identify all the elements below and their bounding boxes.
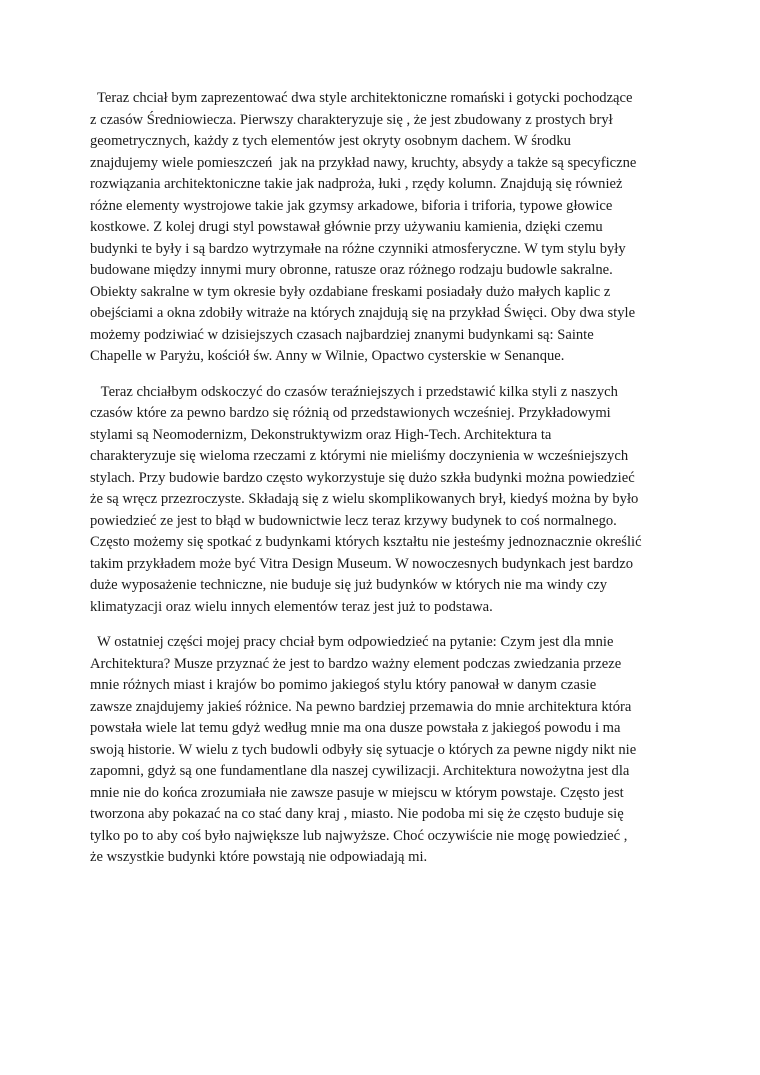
- text-line: budowane między innymi mury obronne, ratusze oraz różnego rodzaju budowle sakralne.: [90, 262, 613, 278]
- text-line: stylach. Przy budowie bardzo często wykorzystuje się dużo szkła budynki można powiedzieć: [90, 469, 635, 486]
- text-line: charakteryzuje się wieloma rzeczami z którymi nie mieliśmy doczynienia w wcześniejszych: [90, 448, 629, 464]
- text-line: różne elementy wystrojowe takie jak gzymsy arkadowe, biforia i triforia, typowe głowice: [90, 197, 613, 214]
- text-line: stylami są Neomodernizm, Dekonstruktywizm oraz High-Tech. Architektura ta: [90, 426, 552, 443]
- text-line: powiedzieć ze jest to błąd w budownictwie lecz teraz krzywy budynek to coś normalnego.: [90, 512, 617, 529]
- text-line: swoją historie. W wielu z tych budowli odbyły się sytuacje o których za pewne nigdy nikt nie: [90, 741, 637, 758]
- paragraph-modern-styles: [90, 382, 676, 619]
- text-line: geometrycznych, każdy z tych elementów jest okryty osobnym dachem. W środku: [90, 133, 571, 149]
- text-line: Teraz chciałbym odskoczyć do czasów teraźniejszych i przedstawić kilka styli z naszych: [90, 383, 618, 400]
- document-body: [90, 88, 676, 883]
- text-line: mnie różnych miast i krajów bo pomimo jakiegoś stylu który panował w danym czasie: [90, 677, 597, 693]
- text-line: Obiekty sakralne w tym okresie były ozdabiane freskami posiadały dużo małych kaplic z: [90, 283, 611, 300]
- text-line: z czasów Średniowiecza. Pierwszy charakteryzuje się , że jest zbudowany z prostych brył: [90, 111, 613, 128]
- text-line: zawsze znajdujemy jakieś różnice. Na pewno bardziej przemawia do mnie architektura która: [90, 698, 632, 715]
- text-line: obejściami a okna zdobiły witraże na których znajdują się na przykład Święci. Oby dwa style: [90, 305, 636, 321]
- text-line: Często możemy się spotkać z budynkami których kształtu nie jesteśmy jednoznacznie określić: [90, 534, 642, 550]
- text-line: rozwiązania architektoniczne takie jak nadproża, łuki , rzędy kolumn. Znajdują się również: [90, 176, 623, 192]
- text-line: kostkowe. Z kolej drugi styl powstawał głównie przy używaniu kamienia, dzięki czemu: [90, 219, 603, 235]
- text-line: tworzona aby pokazać na co stać dany kraj , miasto. Nie podoba mi się że często buduje się: [90, 806, 624, 822]
- text-line: budynki te były i są bardzo wytrzymałe na różne czynniki atmosferyczne. W tym stylu były: [90, 240, 626, 257]
- text-line: mnie nie do końca zrozumiała nie zawsze pasuje w miejscu w którym powstaje. Często jest: [90, 784, 624, 801]
- text-line: możemy podziwiać w dzisiejszych czasach najbardziej znanymi budynkami są: Sainte: [90, 326, 594, 343]
- paragraph-personal-view: [90, 632, 676, 869]
- text-line: czasów które za pewno bardzo się różnią od przedstawionych wcześniej. Przykładowymi: [90, 405, 611, 421]
- text-line: Chapelle w Paryżu, kościół św. Anny w Wilnie, Opactwo cysterskie w Senanque.: [90, 348, 565, 364]
- text-line: duże wyposażenie techniczne, nie buduje się już budynków w których nie ma windy czy: [90, 577, 608, 593]
- text-line: powstała wiele lat temu gdyż według mnie ma ona dusze powstała z jakiegoś powodu i ma: [90, 720, 621, 736]
- text-line: klimatyzacji oraz wielu innych elementów teraz jest już to podstawa.: [90, 598, 493, 615]
- text-line: zapomni, gdyż są one fundamentlane dla naszej cywilizacji. Architektura nowożytna jest dla: [90, 763, 630, 779]
- text-line: że są wręcz przezroczyste. Składają się z wielu skomplikowanych brył, kiedyś można by było: [90, 491, 639, 507]
- text-line: znajdujemy wiele pomieszczeń jak na przykład nawy, kruchty, absydy a także są specyficzne: [90, 154, 637, 171]
- text-line: Teraz chciał bym zaprezentować dwa style architektoniczne romański i gotycki pochodzące: [90, 90, 633, 106]
- text-line: takim przykładem może być Vitra Design Museum. W nowoczesnych budynkach jest bardzo: [90, 555, 634, 572]
- text-line: Architektura? Musze przyznać że jest to bardzo ważny element podczas zwiedzania przeze: [90, 655, 622, 672]
- text-line: tylko po to aby coś było największe lub najwyższe. Choć oczywiście nie mogę powiedzieć ,: [90, 827, 628, 844]
- paragraph-romanesque-gothic: [90, 88, 676, 368]
- text-line: W ostatniej części mojej pracy chciał bym odpowiedzieć na pytanie: Czym jest dla mnie: [90, 634, 614, 650]
- text-line: że wszystkie budynki które powstają nie odpowiadają mi.: [90, 849, 428, 865]
